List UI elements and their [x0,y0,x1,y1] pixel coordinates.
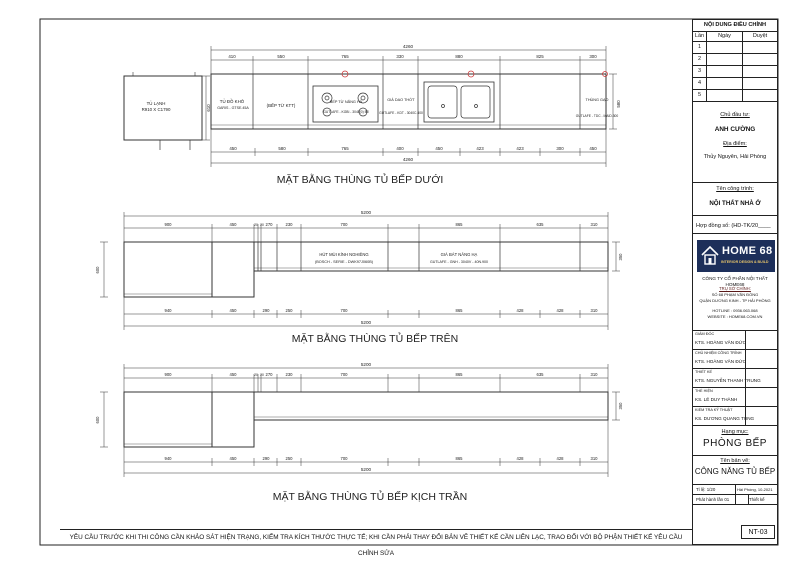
upper-dim-bottom-6: 865 [455,308,463,313]
rev-number: 1 [693,42,707,53]
ceiling-dim-bottom-9: 310 [590,456,598,461]
lower-cab1-label: TỦ ĐỒ KHÔ [219,99,245,104]
fridge-size: R910 X C1790 [141,107,171,112]
upper-dim-top-5: 270 [265,222,273,227]
lower-dim-bottom-2: 580 [278,146,286,151]
scale: Tỉ lệ: 1/20 [696,487,716,492]
role-2-label: CHỦ NHIỆM CÔNG TRÌNH [695,351,742,355]
upper-dim-top-4: 20 [260,223,264,227]
rev-number: 5 [693,90,707,101]
lower-dim-bottom-3: 765 [341,146,349,151]
upper-dim-bottom-3: 290 [262,308,270,313]
role-3-label: THIẾT KẾ [695,370,713,374]
lower-dim-bottom-7: 423 [516,146,524,151]
upper-dim-bottom-1: 940 [164,308,172,313]
ceiling-dim-bottom-4: 250 [285,456,293,461]
lower-dim-total-top: 4260 [402,44,414,49]
role-4-label: THỂ HIỆN [695,389,713,393]
issue-date: Hải Phòng, 10-2021 [737,487,773,492]
project-name: NỘI THẤT NHÀ Ở [709,200,761,207]
lower-dim-bottom-1: 450 [229,146,237,151]
hood-code: (BOSCH - SERIE - DWK97J060B) [314,260,374,264]
address-line-1: SỐ 68 PHẠM VĂN ĐỒNG [711,292,759,297]
ceiling-dim-total-bottom: 5200 [360,467,372,472]
contract-label: Hợp đồng số: [696,223,730,229]
ceiling-plan-title: MẶT BẰNG THÙNG TỦ BẾP KỊCH TRẦN [272,491,468,503]
lower-dim-top-5: 880 [455,54,463,59]
lower-cab3-code: GUTLAFE - KDT - 3040C.400 [379,111,423,115]
upper-dim-top-1: 900 [164,222,172,227]
role-2-name: KTS. HOÀNG VĂN ĐỨC [695,359,746,364]
owner-label: Chủ đầu tư: [720,112,750,118]
rack-label: GIÁ BÁT NÂNG HẠ [440,252,478,257]
lower-cab1-code: GARIS - GTSE.45A [217,106,249,110]
lower-dim-total-bottom: 4260 [402,157,414,162]
upper-depth: 350 [618,253,623,261]
footer-note: YÊU CẦU TRƯỚC KHI THI CÔNG CẦN KHẢO SÁT HIỆN TRẠNG, KIỂM TRA KÍCH THƯỚC THỰC TẾ; KHI CẦN PHẢI THAY ĐỔI BẢN VẼ THIẾT KẾ CẦN LIÊN LẠC, TRAO ĐỔI VỚI BỘ PHẬN THIẾT KẾ YÊU CẦU CHỈNH SỬA [60,529,692,546]
upper-dim-total-bottom: 5200 [360,320,372,325]
hood-label: HÚT MÙI KÍNH NGHIÊNG [319,252,369,257]
lower-cabinet-plan [124,46,617,167]
revision-row [693,53,777,65]
lower-cab4-label: THÙNG GẠO [585,98,609,102]
revision-row [693,77,777,89]
upper-dim-total-top: 5200 [360,210,372,215]
role-5-name: KS. DƯƠNG QUANG TÙNG [695,416,755,421]
contract-row [693,223,777,230]
lower-cabinet-labels [142,44,621,186]
website: WEBSITE : HOME68.COM.VN [707,314,763,319]
ceiling-dim-total-top: 5200 [360,362,372,367]
upper-dim-top-7: 700 [340,222,348,227]
rack-code: GUTLAFE - GNH - 3040V - 40N.900 [429,260,489,264]
role-3-name: KTS. NGUYỄN THANH TRUNG [695,378,761,383]
rev-col-index: Lần [693,31,707,41]
category-value: PHÒNG BẾP [703,438,767,449]
ceiling-dim-bottom-5: 700 [340,456,348,461]
title-block [692,19,778,545]
upper-dim-top-8: 865 [455,222,463,227]
rev-number: 2 [693,54,707,65]
ceiling-dim-top-7: 700 [340,372,348,377]
lower-dim-top-6: 825 [536,54,544,59]
revision-table [693,31,777,101]
ceiling-dim-top-9: 635 [536,372,544,377]
lower-plan-title: MẶT BẰNG THÙNG TỦ BẾP DƯỚI [276,174,444,186]
upper-cabinet-labels [95,210,623,345]
role-1-label: GIÁM ĐỐC [695,332,715,336]
lower-dim-bottom-8: 300 [556,146,564,151]
lower-dim-bottom-6: 423 [476,146,484,151]
lower-dim-top-3: 765 [341,54,349,59]
location-label: Địa điểm: [723,141,747,147]
office-label: TRỤ SỞ CHÍNH: [719,286,751,291]
ceiling-dim-top-5: 270 [265,372,273,377]
ceiling-dim-top-6: 230 [285,372,293,377]
lower-dim-top-7: 300 [589,54,597,59]
logo-subtext: INTERIOR DESIGN & BUILD [721,260,769,264]
ceiling-dim-top-10: 310 [590,372,598,377]
rev-number: 4 [693,78,707,89]
ceiling-side-depth: 600 [95,416,100,424]
lower-hob-label: BẾP TỪ NĂNG HÀ [329,100,363,104]
upper-dim-top-10: 310 [590,222,598,227]
fridge-depth: 610 [206,104,211,112]
revision-row [693,41,777,53]
lower-cab3-label: GIÁ DAO THỚT [387,98,415,102]
upper-dim-bottom-5: 700 [340,308,348,313]
lower-dim-top-4: 330 [396,54,404,59]
ceiling-dim-top-4: 20 [260,373,264,377]
hotline: HOTLINE : 0936.063.068 [712,308,758,313]
company-name: CÔNG TY CỔ PHẦN NỘI THẤT HOME68 [702,276,768,287]
address-line-2: QUẬN DƯƠNG KINH - TP HẢI PHÒNG [699,298,771,303]
upper-cabinet-plan [100,212,620,330]
issue-number: Phát hành lần 01 [696,497,730,502]
lower-cab4-code: GUTLAFE - TDC - MAID.300 [575,114,619,118]
role-4-name: KS. LÊ DUY THÀNH [695,397,738,402]
ceiling-dim-top-8: 865 [455,372,463,377]
revision-row [693,89,777,101]
fridge-label: TỦ LẠNH [146,101,166,106]
ceiling-depth: 350 [618,402,623,410]
ceiling-dim-bottom-2: 450 [229,456,237,461]
rev-col-date: Ngày [707,31,743,41]
upper-dim-bottom-4: 250 [285,308,293,313]
ceiling-dim-bottom-1: 940 [164,456,172,461]
ceiling-dim-top-3: 20 [254,373,258,377]
lower-depth: 580 [616,100,621,108]
ceiling-dim-bottom-7: 428 [516,456,524,461]
sheet-number-box [741,525,775,539]
ceiling-dim-bottom-6: 865 [455,456,463,461]
ceiling-dim-bottom-8: 428 [556,456,564,461]
upper-dim-bottom-2: 450 [229,308,237,313]
role-5-label: KIỂM TRA KỸ THUẬT [695,408,733,412]
upper-dim-top-6: 230 [285,222,293,227]
upper-dim-top-3: 20 [254,223,258,227]
sheet-number: NT-03 [748,529,768,536]
lower-dim-bottom-9: 450 [589,146,597,151]
ceiling-cabinet-plan [100,364,620,477]
lower-dim-bottom-5: 450 [435,146,443,151]
rev-col-approve: Duyệt [752,33,768,39]
role-1-name: KTS. HOÀNG VĂN ĐỨC [695,340,746,345]
ceiling-dim-top-1: 900 [164,372,172,377]
ceiling-dim-bottom-3: 290 [262,456,270,461]
upper-dim-bottom-8: 428 [556,308,564,313]
lower-dim-top-2: 550 [277,54,285,59]
location-value: Thủy Nguyên, Hải Phòng [703,154,767,160]
revision-header: NỘI DUNG ĐIỀU CHỈNH [703,22,767,28]
drawing-name-label: Tên bản vẽ: [720,458,750,464]
contract-number: (HD-TK/20____ [731,223,771,229]
house-logo-icon [700,244,720,266]
logo-text: HOME 68 [722,245,773,257]
upper-dim-bottom-9: 310 [590,308,598,313]
ceiling-cabinet-labels [95,362,623,503]
project-label: Tên công trình: [716,186,754,192]
lower-dim-top-1: 410 [228,54,236,59]
company-logo [697,240,775,272]
drawing-name: CÔNG NĂNG TỦ BẾP [694,467,776,476]
upper-dim-top-9: 635 [536,222,544,227]
upper-side-depth: 600 [95,266,100,274]
revision-row [693,65,777,77]
upper-plan-title: MẶT BẰNG THÙNG TỦ BẾP TRÊN [291,333,459,345]
rev-number: 3 [693,66,707,77]
category-label: Hạng mục: [721,429,749,435]
ceiling-dim-top-2: 450 [229,372,237,377]
lower-dim-bottom-4: 400 [396,146,404,151]
upper-dim-bottom-7: 428 [516,308,524,313]
design-label: Thiết kế [749,497,765,502]
owner-name: ANH CƯỜNG [714,126,756,133]
lower-hob-code: GUTLAFE - KGBI - 3045(0) Bổ [323,110,369,114]
upper-dim-top-2: 450 [229,222,237,227]
lower-cab2-label: (BẾP TỪ KTT) [266,103,296,108]
